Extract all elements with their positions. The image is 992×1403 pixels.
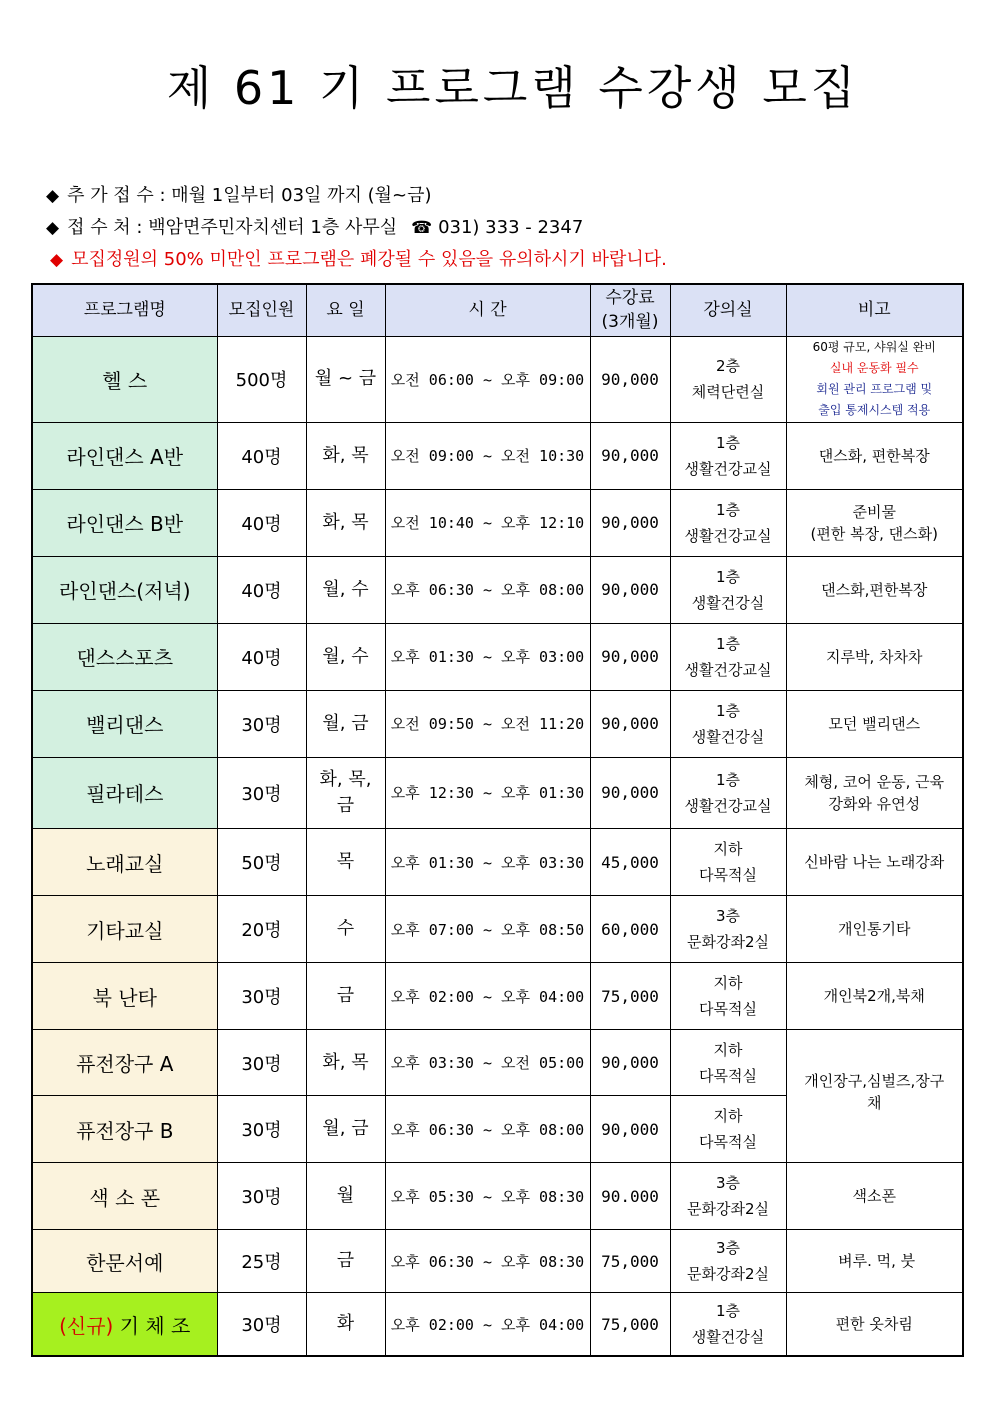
- program-day: 월, 금: [306, 1096, 385, 1163]
- program-day: 월 ~ 금: [306, 336, 385, 422]
- program-fee: 90,000: [590, 336, 670, 422]
- program-count: 50명: [217, 829, 306, 896]
- table-row: [32, 963, 963, 1030]
- program-count: 30명: [217, 963, 306, 1030]
- program-note: 60평 규모, 샤워실 완비 실내 운동화 필수 회원 관리 프로그램 및 출입 통제시스템 적용: [786, 336, 963, 422]
- header-fee: 수강료 (3개월): [590, 284, 670, 336]
- program-name: 라인댄스(저녁): [32, 556, 217, 623]
- program-fee: 90,000: [590, 1096, 670, 1163]
- program-count: 40명: [217, 556, 306, 623]
- program-room: 지하 다목적실: [670, 829, 786, 896]
- program-room: 지하 다목적실: [670, 1096, 786, 1163]
- program-time: 오후 01:30 ~ 오후 03:00: [385, 623, 590, 690]
- phone-icon: ☎: [411, 218, 433, 238]
- program-fee: 75,000: [590, 1293, 670, 1356]
- diamond-icon: ◆: [46, 218, 60, 238]
- program-name: 댄스스포츠: [32, 623, 217, 690]
- program-note: 벼루. 먹, 붓: [786, 1230, 963, 1293]
- header-program-name: 프로그램명: [32, 284, 217, 336]
- program-room: 1층 생활건강실: [670, 556, 786, 623]
- program-count: 500명: [217, 336, 306, 422]
- program-fee: 45,000: [590, 829, 670, 896]
- program-fee: 90,000: [590, 1030, 670, 1096]
- program-day: 월: [306, 1163, 385, 1230]
- program-day: 화: [306, 1293, 385, 1356]
- table-row: [32, 1163, 963, 1230]
- program-room: 2층 체력단련실: [670, 336, 786, 422]
- table-row: [32, 623, 963, 690]
- program-note: 개인통기타: [786, 896, 963, 963]
- table-row: [32, 1230, 963, 1293]
- program-day: 금: [306, 963, 385, 1030]
- table-row: [32, 896, 963, 963]
- diamond-icon: ◆: [50, 250, 64, 270]
- program-day: 화, 목: [306, 422, 385, 489]
- program-count: 25명: [217, 1230, 306, 1293]
- program-count: 30명: [217, 1096, 306, 1163]
- program-fee: 90.000: [590, 1163, 670, 1230]
- program-room: 1층 생활건강교실: [670, 757, 786, 828]
- header-room: 강의실: [670, 284, 786, 336]
- program-room: 1층 생활건강교실: [670, 489, 786, 556]
- program-name: 기타교실: [32, 896, 217, 963]
- program-fee: 90,000: [590, 690, 670, 757]
- table-row: [32, 829, 963, 896]
- program-time: 오후 01:30 ~ 오후 03:30: [385, 829, 590, 896]
- program-name: 북 난타: [32, 963, 217, 1030]
- program-time: 오후 12:30 ~ 오후 01:30: [385, 757, 590, 828]
- program-day: 수: [306, 896, 385, 963]
- program-room: 1층 생활건강실: [670, 1293, 786, 1356]
- program-count: 30명: [217, 690, 306, 757]
- program-room: 지하 다목적실: [670, 1030, 786, 1096]
- program-note: 편한 옷차림: [786, 1293, 963, 1356]
- program-fee: 75,000: [590, 1230, 670, 1293]
- table-header-row: [32, 284, 963, 336]
- program-note: 개인북2개,북채: [786, 963, 963, 1030]
- header-time: 시 간: [385, 284, 590, 336]
- header-note: 비고: [786, 284, 963, 336]
- program-day: 금: [306, 1230, 385, 1293]
- program-name: 퓨전장구 B: [32, 1096, 217, 1163]
- program-note: 색소폰: [786, 1163, 963, 1230]
- notice-additional-registration: ◆ 추 가 접 수 : 매월 1일부터 03일 까지 (월~금): [46, 185, 432, 206]
- program-count: 20명: [217, 896, 306, 963]
- table-row: [32, 556, 963, 623]
- program-note: 댄스화,편한복장: [786, 556, 963, 623]
- program-fee: 90,000: [590, 422, 670, 489]
- program-count: 40명: [217, 623, 306, 690]
- program-fee: 60,000: [590, 896, 670, 963]
- table-row: [32, 489, 963, 556]
- program-name: 헬 스: [32, 336, 217, 422]
- program-table: [31, 283, 964, 1357]
- program-time: 오후 07:00 ~ 오후 08:50: [385, 896, 590, 963]
- program-count: 30명: [217, 1163, 306, 1230]
- header-count: 모집인원: [217, 284, 306, 336]
- program-time: 오전 10:40 ~ 오후 12:10: [385, 489, 590, 556]
- program-fee: 90,000: [590, 489, 670, 556]
- header-day: 요 일: [306, 284, 385, 336]
- phone-number: 031) 333 - 2347: [438, 217, 584, 238]
- table-row: [32, 1293, 963, 1356]
- program-name: 라인댄스 A반: [32, 422, 217, 489]
- program-name: 밸리댄스: [32, 690, 217, 757]
- program-time: 오후 06:30 ~ 오후 08:00: [385, 1096, 590, 1163]
- page-title: 제 61 기 프로그램 수강생 모집: [166, 61, 860, 115]
- program-room: 1층 생활건강교실: [670, 623, 786, 690]
- program-note: 준비물 (편한 복장, 댄스화): [786, 489, 963, 556]
- program-note: 댄스화, 편한복장: [786, 422, 963, 489]
- program-time: 오전 06:00 ~ 오후 09:00: [385, 336, 590, 422]
- program-time: 오후 06:30 ~ 오후 08:00: [385, 556, 590, 623]
- program-name: 필라테스: [32, 757, 217, 828]
- program-fee: 90,000: [590, 757, 670, 828]
- program-fee: 90,000: [590, 623, 670, 690]
- program-day: 화, 목, 금: [306, 757, 385, 828]
- program-fee: 90,000: [590, 556, 670, 623]
- program-day: 월, 금: [306, 690, 385, 757]
- table-row: [32, 422, 963, 489]
- program-day: 월, 수: [306, 623, 385, 690]
- table-row: [32, 757, 963, 828]
- diamond-icon: ◆: [46, 186, 60, 206]
- program-day: 목: [306, 829, 385, 896]
- program-room: 3층 문화강좌2실: [670, 896, 786, 963]
- program-room: 3층 문화강좌2실: [670, 1230, 786, 1293]
- program-time: 오후 05:30 ~ 오후 08:30: [385, 1163, 590, 1230]
- program-name: 라인댄스 B반: [32, 489, 217, 556]
- program-room: 3층 문화강좌2실: [670, 1163, 786, 1230]
- table-row: [32, 690, 963, 757]
- program-name: 노래교실: [32, 829, 217, 896]
- program-name: 색 소 폰: [32, 1163, 217, 1230]
- program-name: 한문서예: [32, 1230, 217, 1293]
- program-day: 월, 수: [306, 556, 385, 623]
- program-time: 오후 02:00 ~ 오후 04:00: [385, 963, 590, 1030]
- program-note: 체형, 코어 운동, 근육 강화와 유연성: [786, 757, 963, 828]
- program-time: 오후 02:00 ~ 오후 04:00: [385, 1293, 590, 1356]
- program-note: 개인장구,심벌즈,장구 채: [786, 1030, 963, 1163]
- program-count: 40명: [217, 422, 306, 489]
- program-count: 30명: [217, 1293, 306, 1356]
- new-badge: (신규): [59, 1313, 114, 1338]
- program-room: 1층 생활건강실: [670, 690, 786, 757]
- program-count: 40명: [217, 489, 306, 556]
- program-time: 오전 09:50 ~ 오전 11:20: [385, 690, 590, 757]
- program-room: 지하 다목적실: [670, 963, 786, 1030]
- program-day: 화, 목: [306, 489, 385, 556]
- program-name: (신규) 기 체 조: [32, 1293, 217, 1356]
- program-note: 모던 밸리댄스: [786, 690, 963, 757]
- program-note: 신바람 나는 노래강좌: [786, 829, 963, 896]
- notice-warning: ◆ 모집정원의 50% 미만인 프로그램은 폐강될 수 있음을 유의하시기 바랍니다.: [50, 249, 667, 270]
- notice-registration-place: ◆ 접 수 처 : 백암면주민자치센터 1층 사무실 ☎ 031) 333 - 2347: [46, 217, 584, 238]
- program-count: 30명: [217, 757, 306, 828]
- table-row: [32, 336, 963, 422]
- table-row: [32, 1030, 963, 1096]
- program-note: 지루박, 차차차: [786, 623, 963, 690]
- program-fee: 75,000: [590, 963, 670, 1030]
- program-count: 30명: [217, 1030, 306, 1096]
- program-time: 오후 03:30 ~ 오전 05:00: [385, 1030, 590, 1096]
- program-name: 퓨전장구 A: [32, 1030, 217, 1096]
- program-day: 화, 목: [306, 1030, 385, 1096]
- program-room: 1층 생활건강교실: [670, 422, 786, 489]
- program-time: 오전 09:00 ~ 오전 10:30: [385, 422, 590, 489]
- program-time: 오후 06:30 ~ 오후 08:30: [385, 1230, 590, 1293]
